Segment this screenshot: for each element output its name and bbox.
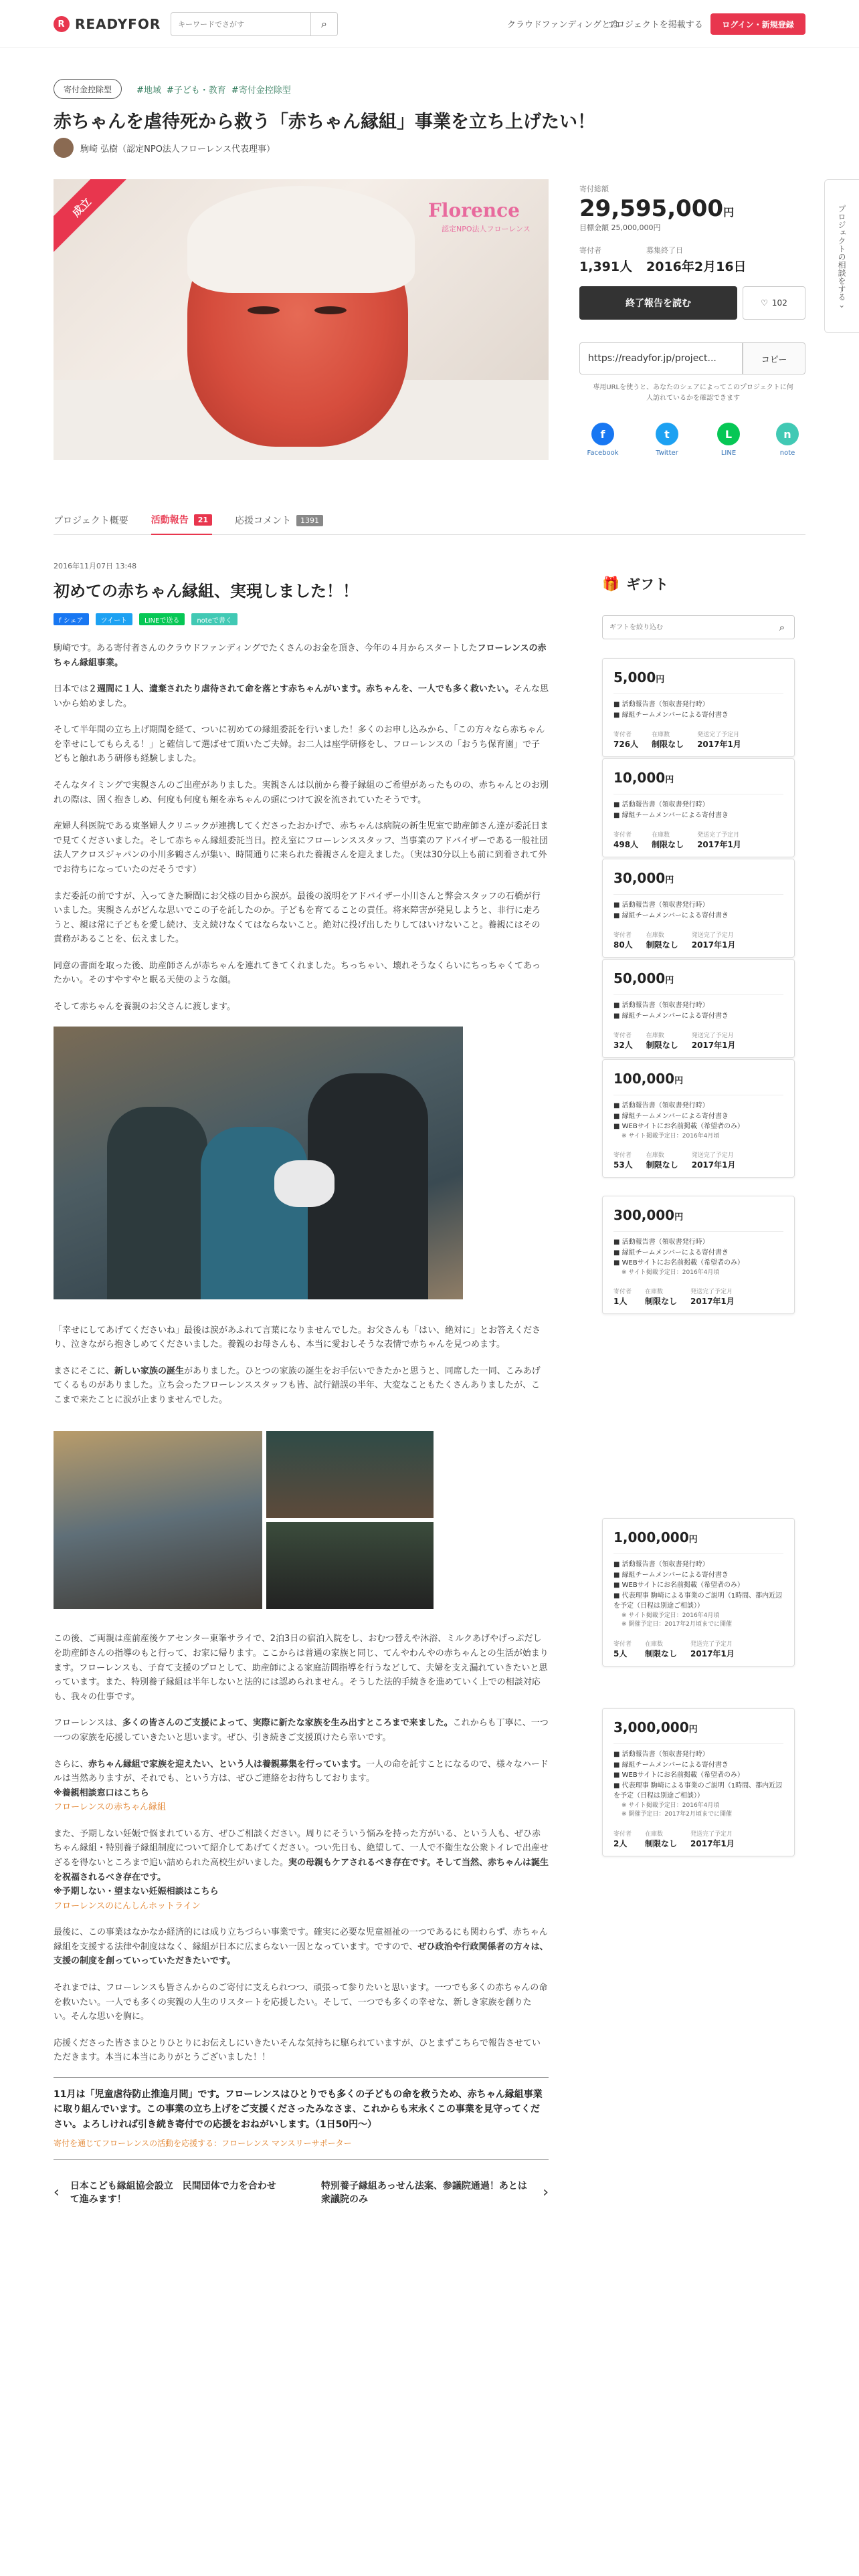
share-line[interactable]: L LINE: [705, 423, 752, 457]
photo-handover: [54, 1027, 463, 1299]
reward-price: 5,000円: [613, 669, 665, 685]
reward-item: ■ 縁組チームメンバーによる寄付書き: [613, 711, 729, 719]
search-icon[interactable]: ⌕: [310, 13, 337, 35]
reward-meta: 寄付者 5人 在庫数 制限なし 発送完了予定月 2017年1月: [613, 1640, 735, 1658]
reward-item: ■ 縁組チームメンバーによる寄付書き: [613, 1571, 729, 1579]
project-tabs: [54, 506, 805, 535]
hero-baby-cap: [187, 186, 415, 293]
paragraph: まさにそこに、新しい家族の誕生がありました。ひとつの家族の誕生をお手伝いできたかと思うと、同席した一同、こみあげてくるものがありました。立ち会ったフローレンススタッフも皆、試行錯誤の半年、大変なこともたくさんありましたが、ここまで来たことに涙が止まりませんでした。: [54, 1366, 541, 1405]
consult-side-tab[interactable]: プロジェクトの相談をする ›: [824, 179, 859, 333]
paragraph: そして赤ちゃんを養親のお父さんに渡します。: [54, 1001, 235, 1012]
reward-stock: 制限なし: [646, 1160, 678, 1170]
reward-stock: 制限なし: [645, 1297, 678, 1306]
report-date: 2016年11月07日 13:48: [54, 562, 137, 570]
paragraph: それまでは、フローレンスも皆さんからのご寄付に支えられつつ、頑張って参りたいと思います。一つでも多くの赤ちゃんの命を救いたい。一人でも多くの実親の人生のリスタートを応援したい。そして、一つでも多くの幸せな、新しき家族を創りたい。そんな思いを胸に。: [54, 1983, 548, 2022]
reward-item: ■ 縁組チームメンバーによる寄付書き: [613, 1249, 729, 1257]
raised-label: 寄付総額: [579, 185, 609, 193]
target-amount: 目標金額 25,000,000円: [579, 223, 661, 232]
reward-supporters: 53人: [613, 1160, 633, 1170]
note-write-button[interactable]: noteで書く: [191, 613, 237, 625]
reward-supporters: 726人: [613, 740, 639, 749]
gift-heading: 🎁 ギフト: [602, 575, 669, 593]
reward-item: ■ 縁組チームメンバーによる寄付書き: [613, 1012, 729, 1020]
reward-item: ■ 活動報告書（領収書発行時）: [613, 701, 709, 708]
paragraph: この後、ご両親は産前産後ケアセンター東峯サライで、2泊3日の宿泊入院をし、おむつ替えや沐浴、ミルクあげやげっぷだしを助産師さんの指導のもと行って、お家に帰ります。ここからは普通の家族と同じ、てんやわんやの赤ちゃんとの生活が始まります。フローレンスも、子育て支援のプロとして、助産師による家庭訪問指導を行うなどして、夫婦を支え漏れていきたいと思っています。また、特別養子縁組は半年しないと法的には認められません。そうした法的手続きを進めていく上での相談対応も、我々の仕事です。: [54, 1634, 549, 1702]
reward-stock: 制限なし: [646, 940, 678, 950]
supporters-label: 寄付者: [579, 246, 601, 255]
count-badge: 1391: [296, 515, 323, 526]
reward-note: ※ サイト掲載予定日：2016年4月頃: [622, 1802, 720, 1809]
note-icon: n: [776, 423, 799, 445]
reward-item: ■ 活動報告書（領収書発行時）: [613, 1751, 709, 1758]
reward-item: ■ WEBサイトにお名前掲載（希望者のみ）: [613, 1582, 744, 1589]
reward-supporters: 2人: [613, 1838, 628, 1848]
reward-meta: 寄付者 32人 在庫数 制限なし 発送完了予定月 2017年1月: [613, 1033, 736, 1050]
search-icon[interactable]: ⌕: [779, 621, 785, 633]
copy-url-button[interactable]: コピー: [743, 342, 805, 374]
reward-item: ■ WEBサイトにお名前掲載（希望者のみ）: [613, 1772, 744, 1779]
reward-item: ■ 活動報告書（領収書発行時）: [613, 901, 709, 909]
reward-card[interactable]: [602, 1059, 795, 1178]
florence-logo-sub: 認定NPO法人フローレンス: [442, 225, 531, 233]
reward-price: 3,000,000円: [613, 1719, 698, 1735]
tag-link[interactable]: #寄付金控除型: [231, 86, 291, 96]
raised-amount: 29,595,000円: [579, 195, 735, 222]
reward-price: 100,000円: [613, 1071, 684, 1087]
share-twitter[interactable]: t Twitter: [644, 423, 690, 457]
reward-delivery: 2017年1月: [690, 1838, 735, 1848]
arrow-circle-icon: ›: [837, 304, 847, 308]
read-final-report-button[interactable]: 終了報告を読む: [579, 286, 737, 320]
reward-meta: 寄付者 726人 在庫数 制限なし 発送完了予定月 2017年1月: [613, 732, 741, 749]
reward-supporters: 5人: [613, 1648, 628, 1658]
twitter-icon: t: [656, 423, 678, 445]
reward-card[interactable]: [602, 1196, 795, 1314]
project-tags: [136, 83, 291, 96]
next-report-link[interactable]: 特別養子縁組あっせん法案、参議院通過！あとは衆議院のみ ›: [321, 2181, 549, 2206]
site-header: [0, 0, 859, 48]
line-send-button[interactable]: LINEで送る: [139, 613, 185, 625]
reward-delivery: 2017年1月: [697, 740, 741, 749]
reward-supporters: 32人: [613, 1041, 633, 1050]
paragraph: まだ委託の前ですが、入ってきた瞬間にお父様の目から涙が。最後の説明をアドバイザー小川さんと弊会スタッフの石橋が行いました。実親さんがどんな思いでこの子を託したのか。子どもを育てることの責任。将来障害が発見しようと、非行に走ろうと、親は常に子どもを愛し続け、支え続けなくてはならないこと。絶対に投げ出したりしてはいけないこと。養親にはその責務があることを、伝えました。: [54, 891, 541, 945]
paragraph: 最後に、この事業はなかなか経済的には成り立ちづらい事業です。確実に必要な児童福祉の一つであるにも関わらず、赤ちゃん縁組を支援する法律や制度はなく、縁組が日本に広まらない一因となっています。ですので、ぜひ政治や行政関係者の方々は、支援の制度を創っていっていただきたいです。: [54, 1927, 549, 1967]
reward-price: 10,000円: [613, 770, 674, 786]
tab-activity-reports[interactable]: 活動報告 21: [151, 506, 212, 535]
reward-delivery: 2017年1月: [691, 940, 736, 950]
count-badge: 21: [194, 514, 212, 526]
reward-price: 300,000円: [613, 1207, 684, 1223]
gift-icon: 🎁: [602, 575, 620, 592]
hero-eye: [314, 306, 347, 314]
reward-meta: 寄付者 498人 在庫数 制限なし 発送完了予定月 2017年1月: [613, 832, 741, 849]
tab-overview[interactable]: プロジェクト概要: [54, 516, 128, 526]
reward-price: 1,000,000円: [613, 1529, 698, 1545]
chevron-left-icon: ‹: [54, 2183, 60, 2201]
tweet-button[interactable]: ツイート: [96, 613, 133, 625]
monthly-supporter-link[interactable]: 寄付を通じてフローレンスの活動を応援する：フローレンス マンスリーサポーター: [54, 2139, 352, 2149]
reward-delivery: 2017年1月: [690, 1297, 735, 1306]
reward-delivery: 2017年1月: [691, 1041, 736, 1050]
hero-eye: [248, 306, 280, 314]
paragraph: フローレンスは、多くの皆さんのご支援によって、実際に新たな家族を生み出すところまで来ました。これからも丁寧に、一つ一つの家族を応援していきたいと思います。ぜひ、引き続きご支援頂けたら幸いです。: [54, 1718, 549, 1743]
reward-supporters: 80人: [613, 940, 633, 950]
reward-item: ■ 活動報告書（領収書発行時）: [613, 1239, 709, 1246]
share-facebook[interactable]: f Facebook: [579, 423, 626, 457]
reward-delivery: 2017年1月: [690, 1648, 735, 1658]
reward-note: ※ サイト掲載予定日：2016年4月頃: [622, 1132, 720, 1140]
share-note[interactable]: n note: [764, 423, 811, 457]
reward-item: ■ 活動報告書（領収書発行時）: [613, 1102, 709, 1109]
hero-image: [54, 179, 549, 460]
end-date: 2016年2月16日: [646, 259, 747, 274]
reward-stock: 制限なし: [645, 1648, 678, 1658]
gift-search: [602, 615, 795, 639]
reward-card[interactable]: [602, 658, 795, 757]
prev-report-link[interactable]: ‹ 日本こども縁組協会設立 民間団体で力を合わせて進みます！: [54, 2181, 276, 2206]
paragraph: 日本では２週間に１人、遺棄されたり虐待されて命を落とす赤ちゃんがいます。赤ちゃんを、一人でも多く救いたい。そんな思いから始めました。: [54, 684, 549, 709]
paragraph: 同意の書面を取った後、助産師さんが赤ちゃんを連れてきてくれました。ちっちゃい、壊れそうなくらいにちっちゃくてあったかい。そのすやすやと眠る天使のような顔。: [54, 960, 541, 986]
reward-meta: 寄付者 2人 在庫数 制限なし 発送完了予定月 2017年1月: [613, 1830, 735, 1848]
hotline-link[interactable]: フローレンスのにんしんホットライン: [54, 1901, 201, 1911]
facebook-share-button[interactable]: f シェア: [54, 613, 89, 625]
reward-supporters: 1人: [613, 1297, 628, 1306]
reward-stock: 制限なし: [652, 840, 684, 849]
reward-card[interactable]: [602, 859, 795, 958]
report-share-buttons: [54, 613, 549, 625]
facebook-icon: f: [591, 423, 614, 445]
reward-item: ■ 活動報告書（領収書発行時）: [613, 1002, 709, 1009]
activity-report-article: [54, 560, 549, 2206]
favorite-button[interactable]: ♡ 102: [743, 286, 805, 320]
login-signup-button[interactable]: ログイン・新規登録: [710, 13, 805, 35]
avatar: [54, 138, 74, 158]
reward-note: ※ 開催予定日：2017年2月頃までに開催: [622, 1621, 733, 1628]
reward-card[interactable]: [602, 1518, 795, 1667]
photo-collage: [54, 1431, 436, 1609]
report-title: 初めての赤ちゃん縁組、実現しました！！: [54, 582, 359, 601]
report-pagination: [54, 2179, 549, 2206]
line-icon: L: [717, 423, 740, 445]
reward-stock: 制限なし: [646, 1041, 678, 1050]
florence-logo: Florence: [428, 199, 520, 221]
url-note: 専用URLを使うと、あなたのシェアによってこのプロジェクトに何人訪れているかを確認できます: [593, 384, 793, 402]
tab-comments[interactable]: 応援コメント 1391: [235, 506, 323, 535]
reward-delivery: 2017年1月: [697, 840, 741, 849]
reward-item: ■ 縁組チームメンバーによる寄付書き: [613, 811, 729, 819]
paragraph: 「幸せにしてあげてくださいね」最後は涙があふれて言葉になりませんでした。お父さんも「はい、絶対に」とお答えくださり、泣きながら抱きしめてくださいました。養親のお母さんも、本当に愛おしそうな表情で赤ちゃんを見つめます。: [54, 1325, 541, 1350]
paragraph: そして半年間の立ち上げ期間を経て、ついに初めての縁組委託を行いました！多くのお申し込みから、「この方々なら赤ちゃんを幸せにしてもらえる！」と確信して選ばせて頂いたご夫婦。お二人は座学研修をし、フローレンスの「おうち保育園」で子どもと触れあう研修も経験しました。: [54, 725, 545, 764]
project-title: 赤ちゃんを虐待死から救う「赤ちゃん縁組」事業を立ち上げたい！: [54, 112, 595, 132]
reward-meta: 寄付者 1人 在庫数 制限なし 発送完了予定月 2017年1月: [613, 1289, 735, 1306]
tag-link[interactable]: #地域: [136, 86, 161, 96]
header-search: [171, 12, 338, 36]
paragraph: また、予期しない妊娠で悩まれている方、ぜひご相談ください。周りにそういう悩みを持った方がいる、という人も、ぜひ赤ちゃん縁組・特別養子縁組制度について紹介してあげてください。つい先日も、絶望して、一人で不衛生な公衆トイレで出産せざるを得ないところまで追い詰められた高校生がいました。実の母親もケアされるべき存在です。そして当然、赤ちゃんは誕生を祝福されるべき存在です。 ※予期しない・望まない妊娠相談はこちら フローレンスのにんしんホットライン: [54, 1828, 549, 1911]
reward-card[interactable]: [602, 959, 795, 1058]
nav-what-is-crowdfunding[interactable]: クラウドファンディングとは: [507, 20, 619, 30]
reward-item: ■ 代表理事 駒崎による事業のご説明（1時間、都内近辺を予定（日程は別途ご相談））: [613, 1782, 783, 1800]
reward-item: ■ 縁組チームメンバーによる寄付書き: [613, 1761, 729, 1769]
reward-delivery: 2017年1月: [691, 1160, 736, 1170]
project-type-badge: 寄付金控除型: [54, 79, 122, 99]
reward-card[interactable]: [602, 758, 795, 857]
reward-item: ■ WEBサイトにお名前掲載（希望者のみ）: [613, 1123, 744, 1130]
reward-price: 30,000円: [613, 870, 674, 886]
nav-post-project[interactable]: プロジェクトを掲載する: [607, 20, 703, 30]
report-body: [54, 641, 549, 2065]
paragraph: 産婦人科医院である東峯婦人クリニックが連携してくださったおかげで、赤ちゃんは病院の新生児室で助産師さん達が委託日まで見てくださいました。そして赤ちゃん縁組委託当日。控え室にフローレンススタッフ、当事業のアドバイザーである一般社団法人アクロスジャパンの小川多鶴さんが集い、時間通りに来られた養親さんを迎えました。（実は30分以上も前に到着されて外でお待ちになっていたのだそうです）: [54, 821, 549, 875]
reward-card[interactable]: [602, 1708, 795, 1856]
reward-item: ■ 代表理事 駒崎による事業のご説明（1時間、都内近辺を予定（日程は別途ご相談））: [613, 1592, 783, 1610]
reward-note: ※ 開催予定日：2017年2月頃までに開催: [622, 1811, 733, 1818]
paragraph: 駒崎です。ある寄付者さんのクラウドファンディングでたくさんのお金を頂き、今年の４月からスタートしたフローレンスの赤ちゃん縁組事業。: [54, 643, 547, 668]
reward-item: ■ WEBサイトにお名前掲載（希望者のみ）: [613, 1259, 744, 1267]
reward-stock: 制限なし: [645, 1838, 678, 1848]
supporters-count: 1,391人: [579, 259, 633, 274]
heart-icon: ♡: [761, 298, 768, 308]
search-input[interactable]: [171, 13, 310, 35]
reward-note: ※ サイト掲載予定日：2016年4月頃: [622, 1612, 720, 1619]
readyfor-logo[interactable]: R READYFOR: [54, 16, 161, 32]
paragraph: そんなタイミングで実親さんのご出産がありました。実親さんは以前から養子縁組のご希望があったものの、赤ちゃんとのお別れの際は、固く抱きしめ、何度も何度も頬を赤ちゃんの頭につけて涙を流されていたそうです。: [54, 780, 549, 805]
reward-item: ■ 活動報告書（領収書発行時）: [613, 801, 709, 809]
info-box: 11月は「児童虐待防止推進月間」です。フローレンスはひとりでも多くの子どもの命を救うため、赤ちゃん縁組事業に取り組んでいます。この事業の立ち上げをご支援くださったみなさま、これからも末永くこの事業を見守ってください。よろしければ引き続き寄付での応援をおねがいします。（1日50円〜） 寄付を通じてフローレンスの活動を応援する：フローレンス マンスリーサポーター: [54, 2077, 549, 2160]
paragraph: さらに、赤ちゃん縁組で家族を迎えたい、という人は養親募集を行っています。一人の命を託すことになるので、様々なハードルは当然ありますが、それでも、という方は、ぜひご連絡をお待ちしております。 ※養親相談窓口はこちら フローレンスの赤ちゃん縁組: [54, 1759, 549, 1813]
gift-search-input[interactable]: [603, 616, 770, 639]
reward-supporters: 498人: [613, 840, 639, 849]
reward-note: ※ サイト掲載予定日：2016年4月頃: [622, 1269, 720, 1276]
end-date-label: 募集終了日: [646, 246, 683, 255]
adoption-link[interactable]: フローレンスの赤ちゃん縁組: [54, 1802, 167, 1813]
share-url-field[interactable]: https://readyfor.jp/project...: [579, 342, 743, 374]
paragraph: 応援くださった皆さまひとりひとりにお伝えしにいきたいそんな気持ちに駆られていますが、ひとまずこちらで報告させていただきます。本当に本当にありがとうございました！！: [54, 2038, 541, 2063]
chevron-right-icon: ›: [543, 2183, 549, 2201]
reward-meta: 寄付者 80人 在庫数 制限なし 発送完了予定月 2017年1月: [613, 932, 736, 950]
reward-item: ■ 縁組チームメンバーによる寄付書き: [613, 1112, 729, 1120]
reward-price: 50,000円: [613, 970, 674, 986]
reward-item: ■ 活動報告書（領収書発行時）: [613, 1561, 709, 1568]
success-ribbon: 成立: [54, 179, 130, 256]
reward-stock: 制限なし: [652, 740, 684, 749]
reward-item: ■ 縁組チームメンバーによる寄付書き: [613, 911, 729, 920]
tag-link[interactable]: #子ども・教育: [166, 86, 226, 96]
logo-mark-icon: R: [54, 16, 70, 32]
reward-meta: 寄付者 53人 在庫数 制限なし 発送完了予定月 2017年1月: [613, 1152, 736, 1170]
project-owner[interactable]: 駒崎 弘樹（認定NPO法人フローレンス代表理事）: [54, 138, 275, 158]
